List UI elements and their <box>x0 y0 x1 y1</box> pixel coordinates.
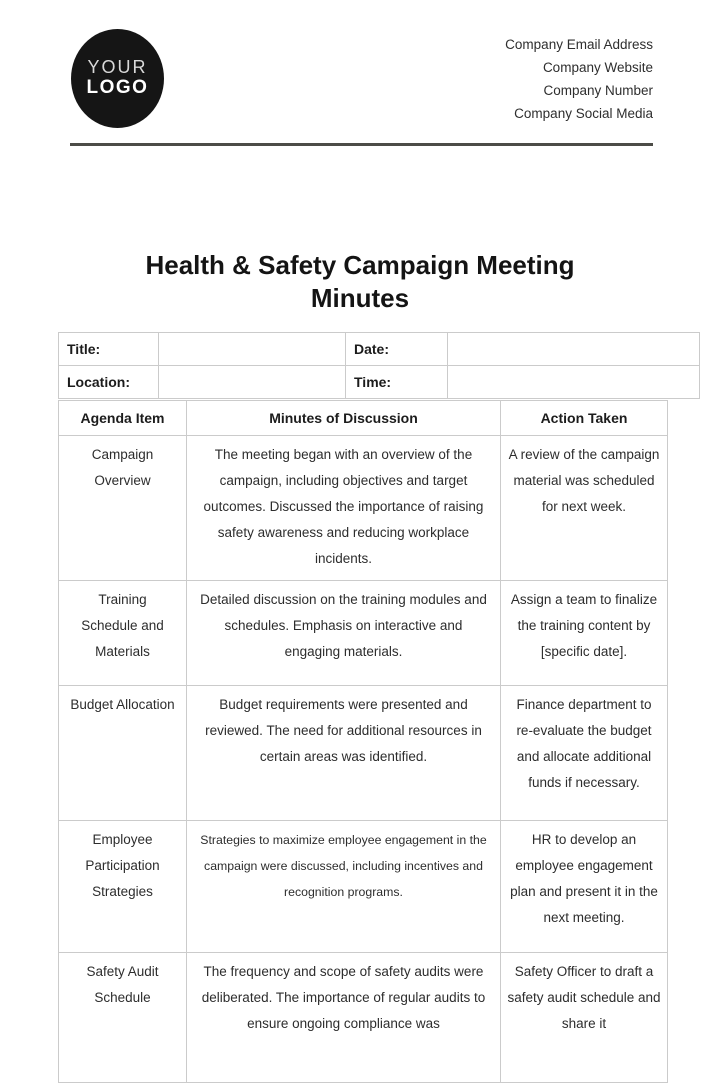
meta-row-2 <box>59 366 700 399</box>
date-label: Date: <box>346 333 448 366</box>
action-cell: Assign a team to finalize the training content by [specific date]. <box>501 581 668 686</box>
minutes-cell: Detailed discussion on the training modules and schedules. Emphasis on interactive and engaging materials. <box>187 581 501 686</box>
action-cell: Safety Officer to draft a safety audit schedule and share it <box>501 953 668 1083</box>
contact-line-website: Company Website <box>542 60 653 75</box>
header-divider-rule <box>70 143 653 146</box>
table-row <box>59 436 668 581</box>
time-label: Time: <box>346 366 448 399</box>
table-row <box>59 686 668 821</box>
minutes-cell: The frequency and scope of safety audits were deliberated. The importance of regular audits to ensure ongoing compliance was <box>187 953 501 1083</box>
company-logo <box>71 29 164 128</box>
minutes-cell: Strategies to maximize employee engagement in the campaign were discussed, including incentives and recognition programs. <box>187 821 501 953</box>
time-value <box>448 366 700 399</box>
agenda-item-cell: Safety Audit Schedule <box>59 953 187 1083</box>
table-row <box>59 581 668 686</box>
agenda-header-row <box>59 401 668 436</box>
contact-line-number: Company Number <box>543 83 653 98</box>
table-row <box>59 953 668 1083</box>
agenda-item-cell: Training Schedule and Materials <box>59 581 187 686</box>
title-label: Title: <box>59 333 159 366</box>
table-row <box>59 821 668 953</box>
minutes-cell: Budget requirements were presented and reviewed. The need for additional resources in certain areas was identified. <box>187 686 501 821</box>
column-header-agenda-item: Agenda Item <box>59 401 187 436</box>
page-title: Health & Safety Campaign Meeting Minutes <box>145 250 575 313</box>
agenda-item-cell: Budget Allocation <box>59 686 187 821</box>
agenda-item-cell: Campaign Overview <box>59 436 187 581</box>
action-cell: HR to develop an employee engagement plan and present it in the next meeting. <box>501 821 668 953</box>
company-contact-block <box>505 33 653 125</box>
column-header-action: Action Taken <box>501 401 668 436</box>
location-label: Location: <box>59 366 159 399</box>
minutes-cell: The meeting began with an overview of the campaign, including objectives and target outcomes. Discussed the importance of raising safety awareness and reducing workplace incidents. <box>187 436 501 581</box>
action-cell: Finance department to re-evaluate the budget and allocate additional funds if necessary. <box>501 686 668 821</box>
date-value <box>448 333 700 366</box>
agenda-item-cell: Employee Participation Strategies <box>59 821 187 953</box>
logo-text-your: YOUR <box>87 57 148 78</box>
logo-text-logo: LOGO <box>86 76 149 98</box>
contact-line-email: Company Email Address <box>505 37 653 52</box>
meta-table <box>58 332 700 399</box>
column-header-minutes: Minutes of Discussion <box>187 401 501 436</box>
contact-line-social: Company Social Media <box>514 106 653 121</box>
action-cell: A review of the campaign material was scheduled for next week. <box>501 436 668 581</box>
meta-row-1 <box>59 333 700 366</box>
location-value <box>159 366 346 399</box>
title-value <box>159 333 346 366</box>
agenda-table <box>58 400 668 1083</box>
